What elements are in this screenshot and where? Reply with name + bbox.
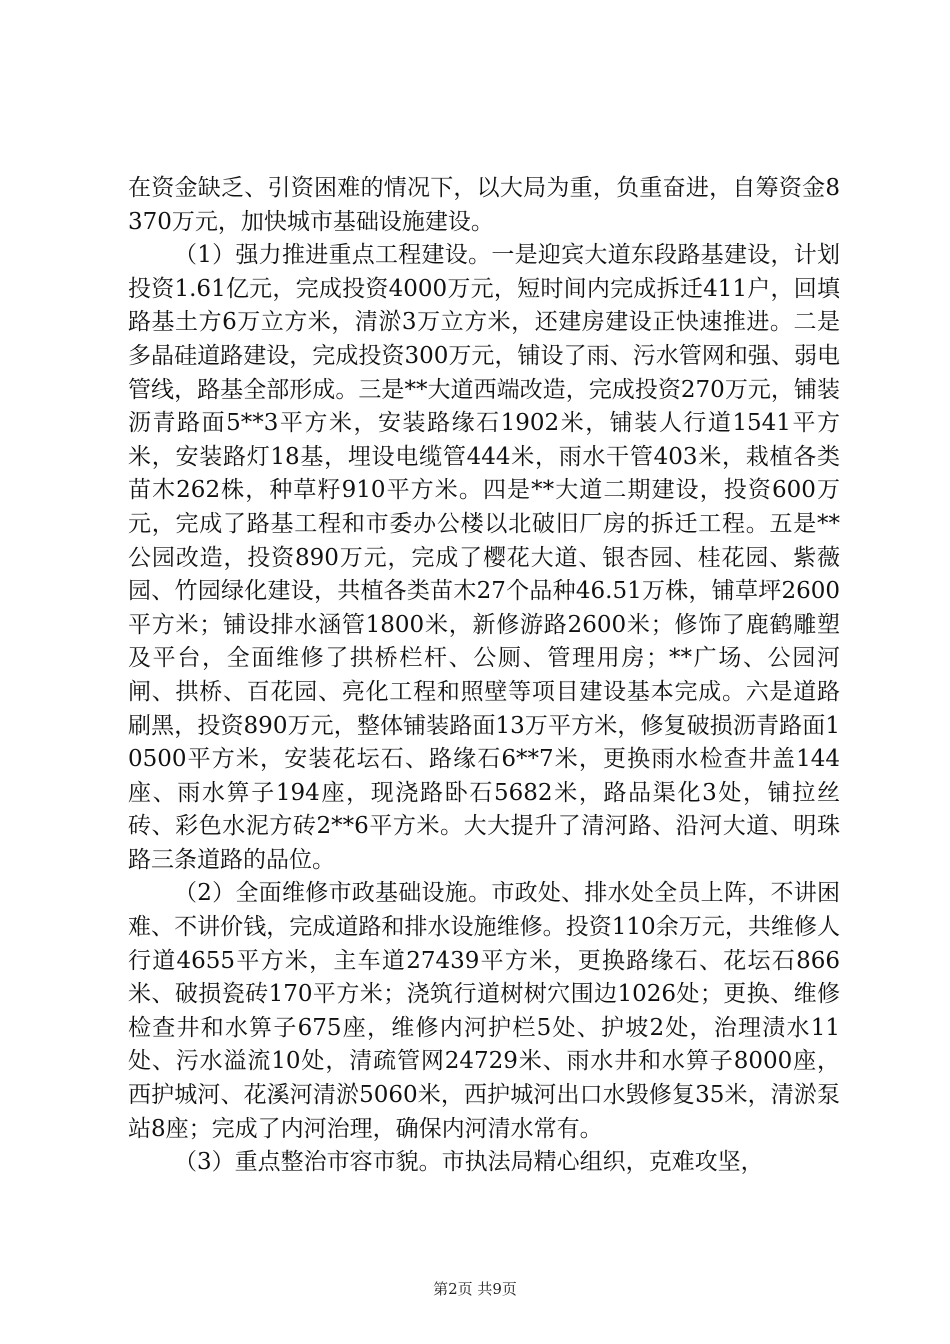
page-footer: 第2页 共9页	[433, 1280, 517, 1298]
document-body	[128, 172, 840, 1180]
paragraph-section-3: （3）重点整治市容市貌。市执法局精心组织，克难攻坚，	[174, 1149, 764, 1176]
paragraph-intro: 在资金缺乏、引资困难的情况下，以大局为重，负重奋进，自筹资金8370万元，加快城市基础设施建设。	[128, 175, 840, 235]
paragraph-section-2: （2）全面维修市政基础设施。市政处、排水处全员上阵，不讲困难、不讲价钱，完成道路和排水设施维修。投资110余万元，共维修人行道4655平方米，主车道27439平方米，更换路缘石、花坛石866米、破损瓷砖170平方米；浇筑行道树树穴围边1026处；更换、维修检查井和水箅子675座，维修内河护栏5处、护坡2处，治理渍水11处、污水溢流10处，清疏管网24729米、雨水井和水箅子8000座，西护城河、花溪河清淤5060米，西护城河出口水毁修复35米，清淤泵站8座；完成了内河治理，确保内河清水常有。	[128, 880, 840, 1142]
paragraph-section-1: （1）强力推进重点工程建设。一是迎宾大道东段路基建设，计划投资1.61亿元，完成投资4000万元，短时间内完成拆迁411户，回填路基土方6万立方米，清淤3万立方米，还建房建设正快速推进。二是多晶硅道路建设，完成投资300万元，铺设了雨、污水管网和强、弱电管线，路基全部形成。三是**大道西端改造，完成投资270万元，铺装沥青路面5**3平方米，安装路缘石1902米，铺装人行道1541平方米，安装路灯18基，埋设电缆管444米，雨水干管403米，栽植各类苗木262株，种草籽910平方米。四是**大道二期建设，投资600万元，完成了路基工程和市委办公楼以北破旧厂房的拆迁工程。五是**公园改造，投资890万元，完成了樱花大道、银杏园、桂花园、紫薇园、竹园绿化建设，共植各类苗木27个品种46.51万株，铺草坪2600平方米；铺设排水涵管1800米，新修游路2600米；修饰了鹿鹤雕塑及平台，全面维修了拱桥栏杆、公厕、管理用房；**广场、公园河闸、拱桥、百花园、亮化工程和照壁等项目建设基本完成。六是道路刷黑，投资890万元，整体铺装路面13万平方米，修复破损沥青路面10500平方米，安装花坛石、路缘石6**7米，更换雨水检查井盖144座、雨水箅子194座，现浇路卧石5682米，路品渠化3处，铺拉丝砖、彩色水泥方砖2**6平方米。大大提升了清河路、沿河大道、明珠路三条道路的品位。	[128, 242, 840, 873]
